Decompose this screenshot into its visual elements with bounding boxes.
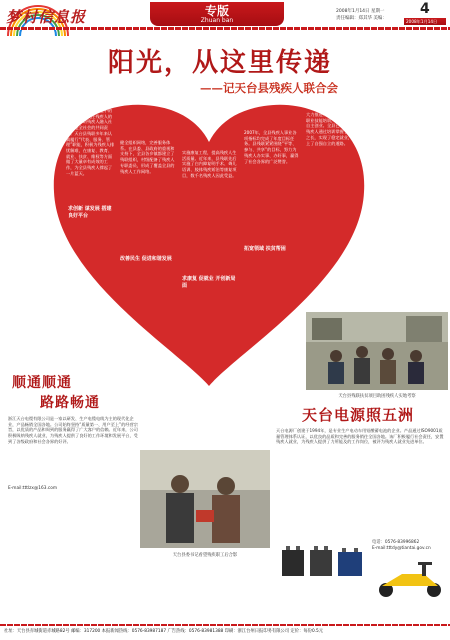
page-number: 4 [420,1,430,17]
heart-col-4-subhead: 拓宽领域 扶贫帮困 [244,246,286,252]
headline: 阳光，从这里传递 [108,48,333,78]
right-article-title: 天台电源照五洲 [302,406,415,424]
section-title: 专版 [204,4,229,18]
heart-col-3: 实施康复工程，提高残疾人生活质量。近年来，县残联先后实施了白内障复明手术、聋儿语训、肢体残疾矫治等康复项目，数千名残疾人因此受益。 [182,150,237,178]
right-article-contact: 电话：0576-83996862 E-mail:tttdy@tiantai.gov.cn [372,540,431,551]
photo-caption-right: 天台县残联扶贫项目助困残疾人实地考察 [338,394,416,399]
photo-visit [140,450,270,548]
heart-col-2: 健全组织网络，完善服务体系。在县委、县政府的重视和支持下，全县各乡镇都建立了残联组织，村级配备了残疾人专职委员，形成了覆盖全县的残疾人工作网络。 [120,140,175,174]
heart-col-4: 2007年，全县残疾人事业各项指标均完成了年度目标任务。县残联紧紧围绕“平等、参与、共享”的目标，努力为残疾人办实事、办好事，赢得了社会各界的广泛赞誉。 [244,130,299,164]
heart-col-1-subhead: 求创新 谋发展 搭建良好平台 [68,206,112,219]
photo-meeting-image [306,312,448,390]
section-subtitle: Zhuan ban [200,17,234,24]
footer-divider [0,624,450,626]
battery-product-icon [280,540,366,580]
heart-col-2-subhead: 改善民生 促进和谐发展 [120,256,172,262]
left-article-title-1: 顺通顺通 [12,375,72,391]
masthead [0,0,450,40]
left-article-body: 浙江天台电缆有限公司是一家以研发、生产电缆电线为主的现代化企业，产品畅销全国各地。公司始终坚持“质量第一、用户至上”的经营宗旨，以优质的产品和周到的服务赢得了广大客户的信赖。近年来，公司积极吸纳残疾人就业，为残疾人提供了良好的工作环境和发展平台，受到了各级政府和社会各界的好评。 [8,416,138,444]
masthead-divider [0,27,450,30]
paper-name: 梦村信息报 [6,8,87,26]
footer-text: 社址：天台县赤城街道赤城路82号 邮编：317200 本报新闻热线：0576-83987187 广告热线：0576-83981388 印刷：浙江台州日报印务有限公司 定价：每份0.5元 [4,629,324,634]
heart-col-5: 大力推进残疾人就业，加强职业技能培训，扶持残疾人自主创业。全县已有一大批残疾人通过培训掌握了一技之长，实现了稳定就业，走上了自强自立的道路。 [306,112,357,146]
left-article-title-2: 路路畅通 [40,395,100,411]
editor-line: 责任编辑：郑其华 美编： [336,16,387,21]
photo-visit-image [140,450,270,548]
issue-line: 2008年1月14日 [406,18,438,24]
date-line: 2008年1月14日 星期一 [336,9,385,14]
right-article-body: 天台电源厂创建于1994年，是专业生产电动车用铅酸蓄电池的企业。产品通过ISO9001质量管理体系认证，以优良的品质和完善的服务销往全国各地。该厂积极履行社会责任，安置残疾人就业，为残疾人提供了力所能及的工作岗位，被评为残疾人就业先进单位。 [276,428,444,445]
scooter-product-icon [372,560,448,598]
headline-subtitle: ——记天台县残疾人联合会 [200,81,338,95]
heart-col-1: 残疾人是社会大家庭中的平等成员。关注残疾人的生活，帮助残疾人融入社会，是全社会的共同责任。天台县残联多年来认真履行“代表、服务、管理”职能，积极为残疾人排忧解难，在康复、教育、就业、扶贫、维权等方面做了大量卓有成效的工作，为全县残疾人撑起了一片蓝天。 [66,108,115,176]
heart-col-3-subhead: 求康复 促就业 开创新局面 [182,276,236,289]
photo-meeting [306,312,448,390]
left-article-contact: E-mail:tttlzx@163.com [8,486,58,491]
left-article-body-3 [8,494,138,554]
photo-caption-left: 天台县委书记看望残疾职工后合影 [172,553,238,558]
